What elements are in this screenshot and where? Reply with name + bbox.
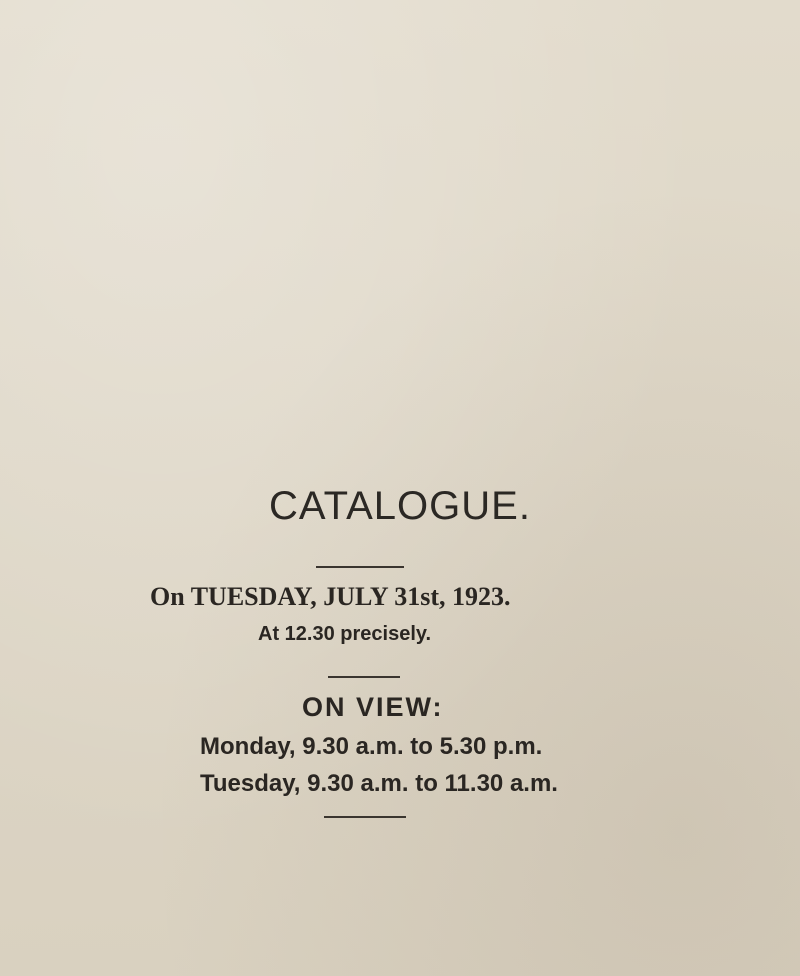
view-monday: Monday, 9.30 a.m. to 5.30 p.m. [200, 733, 543, 760]
time-rule [328, 676, 400, 678]
view-tuesday: Tuesday, 9.30 a.m. to 11.30 a.m. [200, 770, 558, 797]
sale-time: At 12.30 precisely. [258, 623, 432, 645]
view-rule [324, 816, 406, 818]
on-view-heading: ON VIEW: [302, 692, 444, 722]
title-rule [316, 566, 404, 568]
sale-date: On TUESDAY, JULY 31st, 1923. [150, 582, 511, 611]
catalogue-title: CATALOGUE. [269, 484, 531, 528]
